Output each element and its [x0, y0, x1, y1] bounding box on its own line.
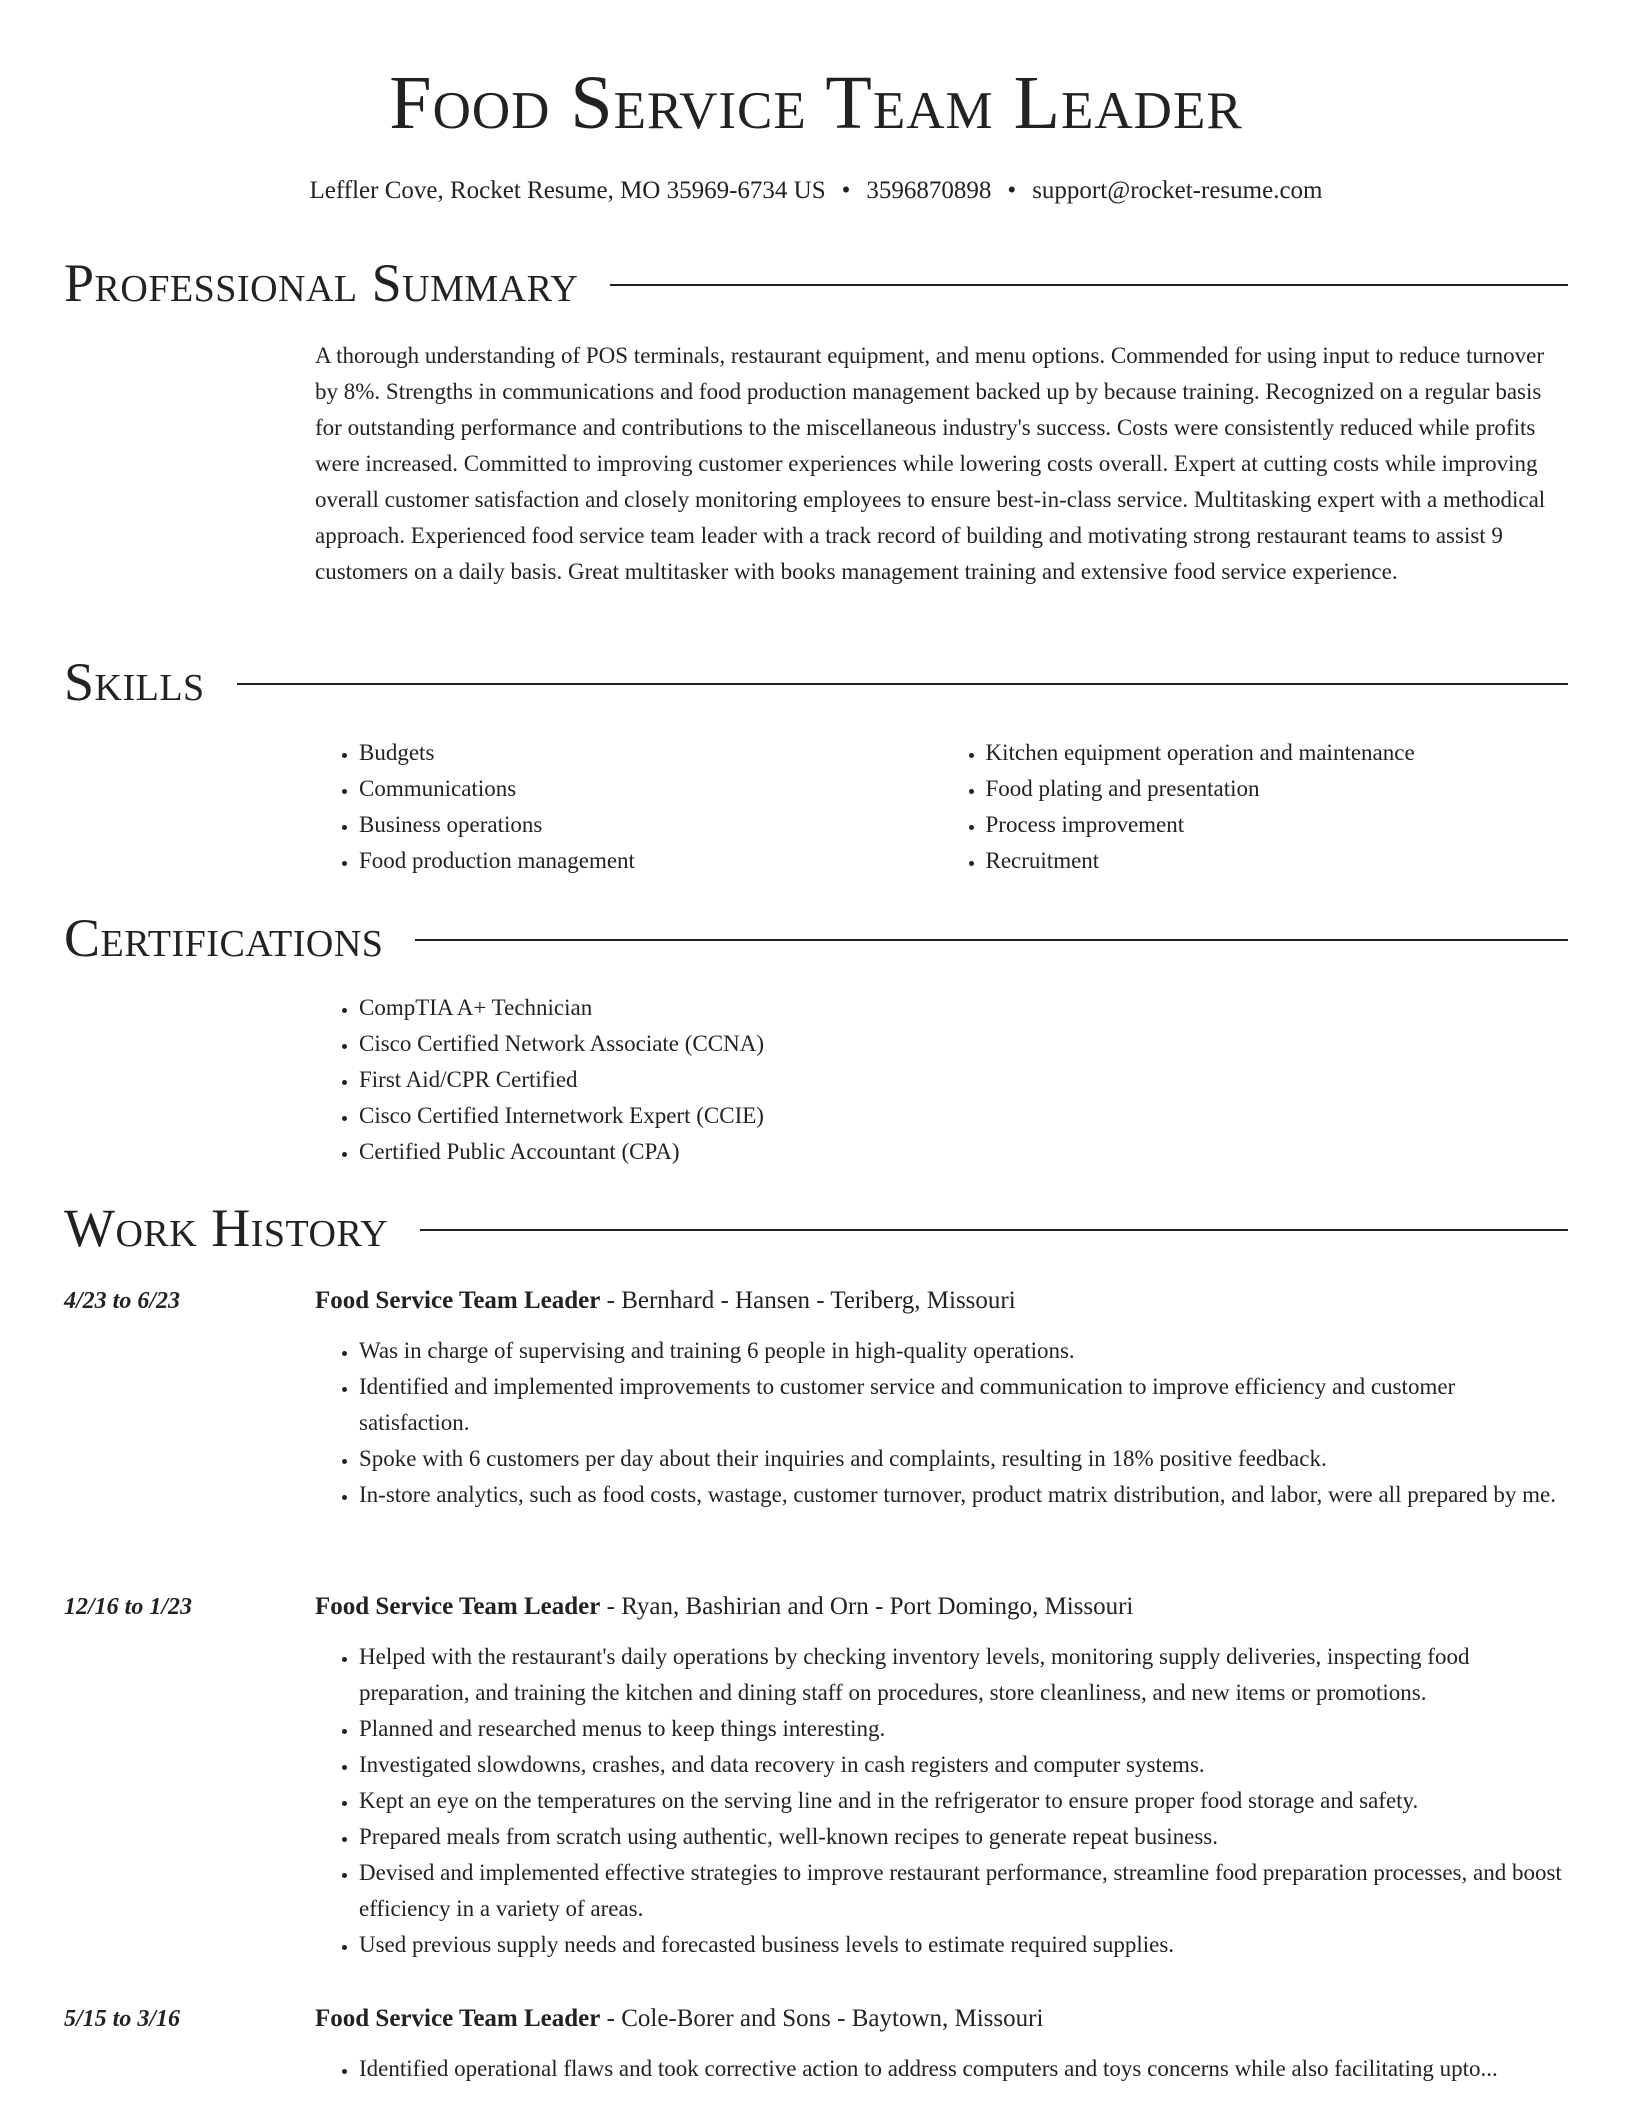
certifications-block: [315, 990, 1568, 1170]
summary-text: A thorough understanding of POS terminals, restaurant equipment, and menu options. Commended for using input to reduce turnover by 8%. Strengths in communications and food production management backed up by because training. Recognized on a regular basis for outstanding performance and contributions to the miscellaneous industry's success. Costs were consistently reduced while profits were increased. Committed to improving customer experiences while lowering costs overall. Expert at cutting costs while improving overall customer satisfaction and closely monitoring employees to ensure best-in-class service. Multitasking expert with a methodical approach. Experienced food service team leader with a track record of building and motivating strong restaurant teams to assist 9 customers on a daily basis. Great multitasker with books management training and extensive food service experience.: [315, 343, 1546, 584]
work-heading: Work History: [64, 1198, 389, 1258]
job-bullet: • Used previous supply needs and forecasted business levels to estimate required supplies.: [359, 1927, 1568, 1963]
job-title-line: [315, 1589, 1568, 1625]
skills-heading: Skills: [64, 652, 205, 712]
job-title: Food Service Team Leader: [315, 1287, 601, 1314]
job-bullet: • In-store analytics, such as food costs, wastage, customer turnover, product matrix distribution, and labor, were all prepared by me.: [359, 1477, 1568, 1513]
job-bullet: • Helped with the restaurant's daily operations by checking inventory levels, monitoring supply deliveries, inspecting food preparation, and training the kitchen and dining staff on procedures, store cleanliness, and new items or promotions.: [359, 1639, 1568, 1711]
job-bullet: • Kept an eye on the temperatures on the serving line and in the refrigerator to ensure proper food storage and safety.: [359, 1783, 1568, 1819]
job-bullet: • Identified operational flaws and took corrective action to address computers and toys concerns while also facilitating upto...: [359, 2051, 1568, 2087]
job-entry: [64, 1283, 1568, 1513]
certifications-heading: Certifications: [64, 908, 384, 968]
contact-address: Leffler Cove, Rocket Resume, MO 35969-6734 US: [309, 177, 826, 204]
job-title: Food Service Team Leader: [315, 1593, 601, 1620]
summary-block: [315, 338, 1568, 590]
certification-item: • Certified Public Accountant (CPA): [359, 1134, 1568, 1170]
job-details: - Ryan, Bashirian and Orn - Port Domingo, Missouri: [600, 1593, 1134, 1620]
summary-heading: Professional Summary: [64, 253, 579, 313]
job-entry: [64, 1589, 1568, 1963]
work-section-heading: [64, 1196, 1568, 1260]
job-entry: [64, 2001, 1568, 2087]
job-bullet: • Planned and researched menus to keep things interesting.: [359, 1711, 1568, 1747]
job-title: Food Service Team Leader: [315, 2005, 601, 2032]
skill-item: • Kitchen equipment operation and maintenance: [986, 735, 1569, 771]
job-bullet: • Identified and implemented improvements to customer service and communication to improve efficiency and customer satisfaction.: [359, 1369, 1568, 1441]
skills-list-left: [315, 735, 942, 879]
job-dates: 12/16 to 1/23: [64, 1594, 193, 1620]
job-title-line: [315, 1283, 1568, 1319]
certification-item: • Cisco Certified Internetwork Expert (CCIE): [359, 1098, 1568, 1134]
job-dates: 4/23 to 6/23: [64, 1288, 181, 1314]
contact-separator: •: [841, 177, 851, 204]
skills-list-right: [942, 735, 1569, 879]
job-bullets: [315, 2051, 1568, 2087]
job-bullet: • Devised and implemented effective strategies to improve restaurant performance, streamline food preparation processes, and boost efficiency in a variety of areas.: [359, 1855, 1568, 1927]
job-details: - Bernhard - Hansen - Teriberg, Missouri: [600, 1287, 1016, 1314]
section-rule: [415, 939, 1568, 941]
job-dates: 5/15 to 3/16: [64, 2006, 181, 2032]
job-bullet: • Spoke with 6 customers per day about their inquiries and complaints, resulting in 18% positive feedback.: [359, 1441, 1568, 1477]
resume-name: Food Service Team Leader: [389, 61, 1243, 145]
section-rule: [610, 284, 1568, 286]
contact-line: [0, 174, 1632, 208]
certification-item: • Cisco Certified Network Associate (CCNA): [359, 1026, 1568, 1062]
skill-item: • Food plating and presentation: [986, 771, 1569, 807]
certifications-list: [315, 990, 1568, 1170]
job-title-line: [315, 2001, 1568, 2037]
job-bullet: • Prepared meals from scratch using authentic, well-known recipes to generate repeat business.: [359, 1819, 1568, 1855]
skill-item: • Budgets: [359, 735, 942, 771]
skill-item: • Business operations: [359, 807, 942, 843]
skills-block: [315, 735, 1568, 879]
summary-section-heading: [64, 251, 1568, 315]
skill-item: • Communications: [359, 771, 942, 807]
section-rule: [420, 1229, 1568, 1231]
job-bullets: [315, 1639, 1568, 1963]
skills-section-heading: [64, 650, 1568, 714]
certification-item: • First Aid/CPR Certified: [359, 1062, 1568, 1098]
job-bullets: [315, 1333, 1568, 1513]
job-details: - Cole-Borer and Sons - Baytown, Missouri: [600, 2005, 1044, 2032]
job-bullet: • Was in charge of supervising and training 6 people in high-quality operations.: [359, 1333, 1568, 1369]
skill-item: • Food production management: [359, 843, 942, 879]
contact-separator: •: [1007, 177, 1017, 204]
skill-item: • Process improvement: [986, 807, 1569, 843]
contact-email: support@rocket-resume.com: [1032, 177, 1323, 204]
certification-item: • CompTIA A+ Technician: [359, 990, 1568, 1026]
contact-phone: 3596870898: [866, 177, 992, 204]
job-bullet: • Investigated slowdowns, crashes, and data recovery in cash registers and computer systems.: [359, 1747, 1568, 1783]
certifications-section-heading: [64, 906, 1568, 970]
skill-item: • Recruitment: [986, 843, 1569, 879]
section-rule: [237, 683, 1568, 685]
skills-grid: [315, 735, 1568, 879]
